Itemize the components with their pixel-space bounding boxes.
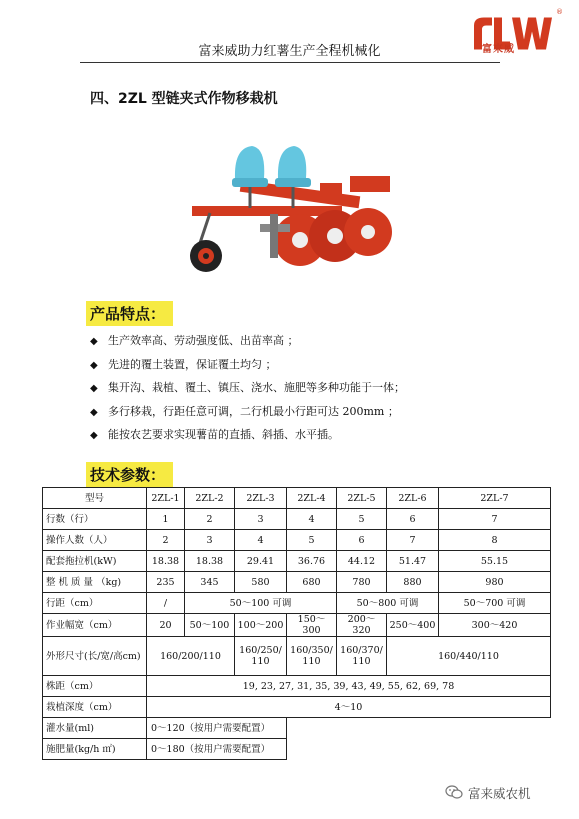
table-row: 整 机 质 量 （kg) 235 345 580 680 780 880 980 <box>43 572 551 593</box>
table-row: 株距（cm） 19, 23, 27, 31, 35, 39, 43, 49, 55, 62, 69, 78 <box>43 676 551 697</box>
header-divider <box>80 62 500 63</box>
table-row: 施肥量(kg/h ㎡) 0～180（按用户需要配置） <box>43 739 551 760</box>
table-row: 灌水量(ml) 0～120（按用户需要配置） <box>43 718 551 739</box>
list-item: ◆ 多行移栽，行距任意可调，二行机最小行距可达 200mm ； <box>90 402 405 426</box>
table-row: 栽植深度（cm） 4～10 <box>43 697 551 718</box>
list-item: ◆ 先进的覆土装置，保证覆土均匀 ； <box>90 355 405 379</box>
table-row: 行距（cm） / 50～100 可调 50～800 可调 50～700 可调 <box>43 593 551 614</box>
list-item: ◆ 生产效率高、劳动强度低、出苗率高 ； <box>90 331 405 355</box>
registered-mark: ® <box>556 8 563 16</box>
diamond-bullet-icon: ◆ <box>90 383 98 394</box>
table-row: 外形尺寸(长/宽/高cm) 160/200/110 160/250/110 160/350/110 160/370/110 160/440/110 <box>43 637 551 676</box>
diamond-bullet-icon: ◆ <box>90 406 98 418</box>
list-item: ◆ 集开沟、栽植、覆土、镇压、浇水、施肥等多种功能于一体； <box>90 378 405 402</box>
table-row: 配套拖拉机(kW) 18.38 18.38 29.41 36.76 44.12 51.47 55.15 <box>43 551 551 572</box>
model-header: 型号 <box>43 488 147 509</box>
list-item: ◆ 能按农艺要求实现薯苗的直插、斜插、水平插。 <box>90 425 405 449</box>
diamond-bullet-icon: ◆ <box>90 430 98 441</box>
specs-heading: 技术参数： <box>86 462 173 487</box>
transplanter-machine-image <box>180 128 400 278</box>
features-list <box>90 331 405 449</box>
page-header-title: 富来威助力红薯生产全程机械化 <box>198 44 381 59</box>
watermark-text: 富来威农机 <box>468 786 531 801</box>
features-heading: 产品特点： <box>86 301 173 326</box>
section-title: 四、2ZL 型链夹式作物移栽机 <box>90 91 278 107</box>
table-row: 作业幅宽（cm） 20 50～100 100～200 150～300 200～320 250～400 300～420 <box>43 614 551 637</box>
diamond-bullet-icon: ◆ <box>90 336 98 347</box>
table-row: 型号 2ZL-1 2ZL-2 2ZL-3 2ZL-4 2ZL-5 2ZL-6 2ZL-7 <box>43 488 551 509</box>
table-row: 行数（行） 1 2 3 4 5 6 7 <box>43 509 551 530</box>
logo-subtitle: 富來威 <box>482 44 515 55</box>
spec-table <box>42 487 551 760</box>
wechat-icon <box>445 784 463 800</box>
diamond-bullet-icon: ◆ <box>90 359 98 371</box>
table-row: 操作人数（人） 2 3 4 5 6 7 8 <box>43 530 551 551</box>
